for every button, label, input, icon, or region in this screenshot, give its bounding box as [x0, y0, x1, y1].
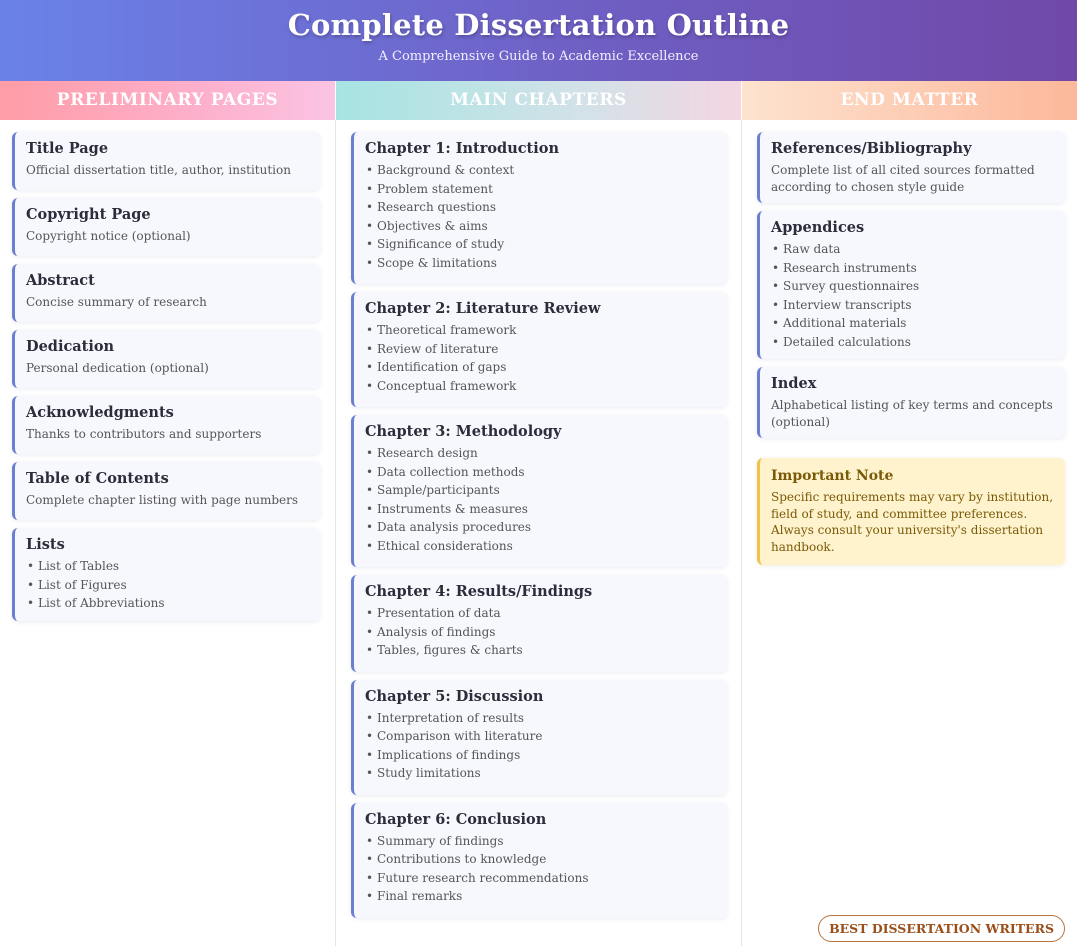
list-item: • Data analysis procedures: [365, 518, 717, 537]
page-title: Complete Dissertation Outline: [287, 8, 790, 42]
section-title: Dedication: [26, 338, 115, 355]
list-item: • List of Tables: [26, 557, 310, 576]
list-item: • Theoretical framework: [365, 321, 717, 340]
list-item: • Interview transcripts: [771, 296, 1055, 315]
brand-badge[interactable]: BEST DISSERTATION WRITERS: [818, 915, 1065, 942]
section-list: [26, 557, 310, 613]
chapter-card: [351, 680, 727, 795]
chapter-list: [365, 832, 717, 906]
page-header: [0, 0, 1077, 81]
chapter-title: Chapter 5: Discussion: [365, 687, 544, 705]
section-description: Personal dedication (optional): [26, 361, 209, 375]
section-card: [12, 330, 320, 388]
section-description: Alphabetical listing of key terms and concepts (optional): [771, 398, 1053, 429]
section-card: [12, 198, 320, 256]
list-item: • List of Figures: [26, 576, 310, 595]
section-title: Index: [771, 375, 817, 392]
list-item: • Interpretation of results: [365, 709, 717, 728]
list-item: • Additional materials: [771, 314, 1055, 333]
section-title: References/Bibliography: [771, 140, 972, 157]
list-item: • Data collection methods: [365, 463, 717, 482]
section-title: Copyright Page: [26, 206, 151, 223]
list-item: • Future research recommendations: [365, 869, 717, 888]
list-item: • Significance of study: [365, 235, 717, 254]
chapter-card: [351, 292, 727, 407]
list-item: • Review of literature: [365, 340, 717, 359]
section-card: [757, 132, 1065, 203]
list-item: • Presentation of data: [365, 604, 717, 623]
section-description: Complete list of all cited sources formatted according to chosen style guide: [771, 163, 1035, 194]
chapter-title: Chapter 3: Methodology: [365, 423, 562, 440]
section-card: [12, 396, 320, 454]
section-description: Copyright notice (optional): [26, 229, 191, 243]
list-item: • Conceptual framework: [365, 377, 717, 396]
list-item: • Comparison with literature: [365, 727, 717, 746]
note-title: Important Note: [771, 468, 894, 484]
column-header-end-matter: END MATTER: [742, 81, 1077, 120]
list-item: • Research instruments: [771, 259, 1055, 278]
section-description: Concise summary of research: [26, 295, 207, 309]
section-description: Official dissertation title, author, institution: [26, 163, 291, 177]
column-divider: [335, 120, 336, 946]
chapter-card: [351, 575, 727, 672]
list-item: • Problem statement: [365, 180, 717, 199]
column-header-main-chapters: MAIN CHAPTERS: [336, 81, 741, 120]
list-item: • Analysis of findings: [365, 623, 717, 642]
section-description: Thanks to contributors and supporters: [26, 427, 262, 441]
list-item: • Survey questionnaires: [771, 277, 1055, 296]
section-card: [12, 528, 320, 621]
chapter-title: Chapter 1: Introduction: [365, 140, 559, 157]
section-card: [757, 367, 1065, 438]
section-title: Acknowledgments: [26, 404, 174, 421]
section-title: Lists: [26, 536, 65, 553]
chapter-title: Chapter 6: Conclusion: [365, 810, 547, 828]
chapter-card: [351, 132, 727, 284]
list-item: • Scope & limitations: [365, 254, 717, 273]
section-list: [771, 240, 1055, 351]
section-card: [12, 264, 320, 322]
preliminary-pages-column: [12, 132, 320, 629]
chapter-list: [365, 161, 717, 272]
list-item: • Raw data: [771, 240, 1055, 259]
section-card: [12, 132, 320, 190]
chapter-list: [365, 444, 717, 555]
list-item: • Background & context: [365, 161, 717, 180]
list-item: • Sample/participants: [365, 481, 717, 500]
list-item: • Research design: [365, 444, 717, 463]
section-title: Appendices: [771, 219, 865, 236]
end-matter-column: [757, 132, 1065, 565]
list-item: • Identification of gaps: [365, 358, 717, 377]
list-item: • Study limitations: [365, 764, 717, 783]
page-subtitle: A Comprehensive Guide to Academic Excellence: [378, 49, 699, 64]
list-item: • Implications of findings: [365, 746, 717, 765]
section-title: Title Page: [26, 140, 109, 157]
list-item: • List of Abbreviations: [26, 594, 310, 613]
list-item: • Ethical considerations: [365, 537, 717, 556]
chapter-list: [365, 604, 717, 660]
list-item: • Contributions to knowledge: [365, 850, 717, 869]
main-chapters-column: [351, 132, 727, 926]
column-divider: [741, 120, 742, 946]
column-header-preliminary: PRELIMINARY PAGES: [0, 81, 335, 120]
list-item: • Research questions: [365, 198, 717, 217]
chapter-title: Chapter 2: Literature Review: [365, 300, 601, 317]
note-text: Specific requirements may vary by institution, field of study, and committee preferences. Always consult your university's dissertation handbook.: [771, 490, 1054, 554]
list-item: • Summary of findings: [365, 832, 717, 851]
important-note: [757, 458, 1065, 565]
list-item: • Final remarks: [365, 887, 717, 906]
section-title: Abstract: [26, 272, 95, 289]
chapter-list: [365, 709, 717, 783]
chapter-list: [365, 321, 717, 395]
section-description: Complete chapter listing with page numbers: [26, 493, 299, 507]
section-card: [12, 462, 320, 520]
section-card: [757, 211, 1065, 359]
list-item: • Instruments & measures: [365, 500, 717, 519]
chapter-card: [351, 415, 727, 567]
list-item: • Objectives & aims: [365, 217, 717, 236]
chapter-title: Chapter 4: Results/Findings: [365, 583, 593, 600]
chapter-card: [351, 803, 727, 918]
section-title: Table of Contents: [26, 470, 169, 487]
list-item: • Detailed calculations: [771, 333, 1055, 352]
list-item: • Tables, figures & charts: [365, 641, 717, 660]
